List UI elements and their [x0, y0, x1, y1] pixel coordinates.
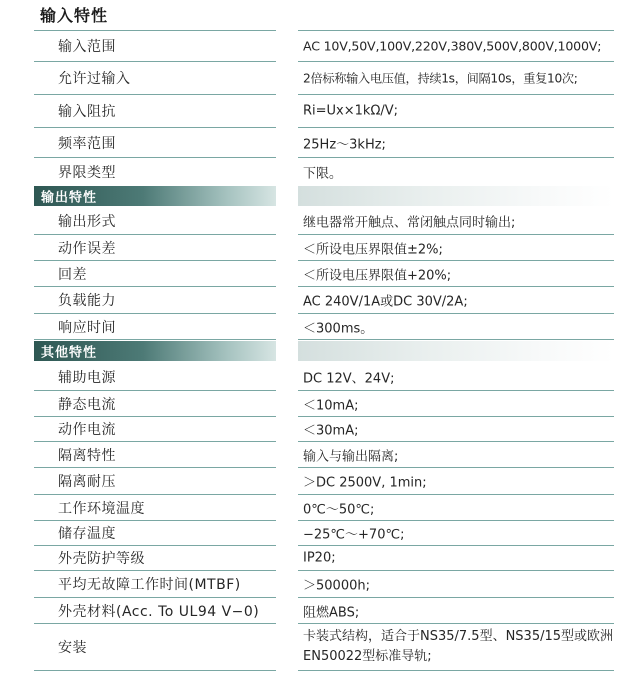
spec-label-cell — [34, 417, 276, 442]
spec-label-cell — [34, 391, 276, 417]
spec-label: 工作环境温度 — [58, 500, 145, 517]
spec-row — [0, 208, 627, 235]
spec-value: 阻燃ABS; — [303, 605, 360, 620]
spec-label: 平均无故障工作时间(MTBF) — [58, 577, 241, 593]
spec-value: DC 12V、24V; — [303, 371, 395, 386]
spec-label-cell — [34, 521, 276, 546]
spec-value-cell — [298, 261, 614, 287]
spec-value-cell — [298, 287, 614, 314]
spec-value-cell — [298, 31, 614, 62]
spec-row — [0, 31, 627, 62]
spec-row — [0, 235, 627, 261]
spec-label: 外壳防护等级 — [58, 551, 145, 567]
spec-label: 辅助电源 — [58, 369, 116, 386]
spec-label: 安装 — [58, 640, 87, 656]
spec-label: 负载能力 — [58, 293, 116, 309]
spec-value: ＜30mA; — [303, 423, 359, 439]
spec-row — [0, 571, 627, 598]
spec-row — [0, 314, 627, 340]
spec-value-cell — [298, 468, 614, 495]
spec-label-cell — [34, 31, 276, 62]
spec-value: 输入与输出隔离; — [303, 449, 399, 464]
spec-row — [0, 128, 627, 158]
spec-label: 允许过输入 — [58, 71, 131, 87]
spec-row — [0, 495, 627, 521]
page-title: 输入特性 — [40, 6, 109, 25]
spec-label: 外壳材料(Acc. To UL94 V−0) — [58, 603, 260, 620]
spec-label-cell — [34, 62, 276, 95]
section-header-output — [34, 186, 276, 206]
spec-value: −25℃～+70℃; — [303, 527, 405, 543]
spec-label-cell — [34, 495, 276, 521]
spec-label: 响应时间 — [58, 319, 116, 336]
spec-value: 继电器常开触点、常闭触点同时输出; — [303, 215, 516, 231]
spec-label-cell — [34, 363, 276, 391]
spec-row — [0, 442, 627, 468]
spec-value-cell — [298, 546, 614, 571]
spec-value-cell — [298, 391, 614, 417]
spec-label-cell — [34, 468, 276, 495]
spec-value: 卡装式结构，适合于NS35/7.5型、NS35/15型或欧洲EN50022型标准导轨; — [303, 629, 614, 664]
spec-label-cell — [34, 571, 276, 598]
spec-label-cell — [34, 208, 276, 235]
spec-value: 0℃～50℃; — [303, 502, 375, 517]
section-header-fill — [298, 341, 614, 361]
spec-value-cell — [298, 442, 614, 468]
spec-label: 频率范围 — [58, 135, 116, 152]
spec-value-cell — [298, 598, 614, 624]
spec-value-cell — [298, 128, 614, 158]
spec-row — [0, 417, 627, 442]
spec-label: 隔离耐压 — [58, 474, 116, 490]
section-header-fill — [298, 186, 614, 206]
spec-label-cell — [34, 598, 276, 624]
spec-label: 回差 — [58, 266, 87, 283]
section-header-label: 输出特性 — [41, 190, 98, 206]
spec-value-cell — [298, 363, 614, 391]
spec-label-cell — [34, 158, 276, 187]
spec-label-cell — [34, 624, 276, 671]
spec-value: ＞DC 2500V, 1min; — [303, 475, 427, 491]
spec-row — [0, 598, 627, 624]
spec-value: 25Hz～3kHz; — [303, 137, 386, 152]
spec-label-cell — [34, 261, 276, 287]
spec-value: ＜所设电压界限值±2%; — [303, 242, 443, 257]
spec-value-cell — [298, 158, 614, 187]
spec-label: 界限类型 — [58, 165, 116, 181]
spec-row — [0, 468, 627, 495]
spec-value-cell — [298, 624, 614, 671]
spec-row — [0, 391, 627, 417]
spec-label: 静态电流 — [58, 396, 116, 413]
spec-row — [0, 95, 627, 128]
section-header-label: 其他特性 — [41, 345, 98, 361]
spec-label: 输出形式 — [58, 214, 116, 230]
spec-label: 动作误差 — [58, 240, 116, 257]
spec-value-cell — [298, 95, 614, 128]
spec-value: ＜300ms。 — [303, 321, 374, 336]
spec-label: 输入阻抗 — [58, 104, 116, 120]
spec-label-cell — [34, 128, 276, 158]
spec-row — [0, 287, 627, 314]
spec-value: ＜所设电压界限值+20%; — [303, 268, 452, 283]
spec-value: ＜10mA; — [303, 398, 359, 413]
spec-row — [0, 546, 627, 571]
spec-row — [0, 521, 627, 546]
spec-value-cell — [298, 208, 614, 235]
spec-label-cell — [34, 442, 276, 468]
spec-value-cell — [298, 495, 614, 521]
spec-label: 隔离特性 — [58, 447, 116, 464]
spec-label-cell — [34, 287, 276, 314]
spec-label-cell — [34, 95, 276, 128]
spec-label-cell — [34, 546, 276, 571]
spec-row — [0, 158, 627, 187]
spec-label: 储存温度 — [58, 526, 116, 542]
spec-value-cell — [298, 62, 614, 95]
spec-label: 动作电流 — [58, 422, 116, 438]
spec-value: Ri=Ux×1kΩ/V; — [303, 103, 399, 119]
spec-label-cell — [34, 314, 276, 340]
spec-value-cell — [298, 235, 614, 261]
spec-value: IP20; — [303, 550, 336, 566]
spec-row — [0, 363, 627, 391]
spec-value: AC 240V/1A或DC 30V/2A; — [303, 294, 468, 310]
spec-row — [0, 62, 627, 95]
spec-value: 2倍标称输入电压值，持续1s，间隔10s，重复10次; — [303, 71, 578, 86]
spec-row — [0, 261, 627, 287]
spec-value: AC 10V,50V,100V,220V,380V,500V,800V,1000V; — [303, 38, 602, 54]
spec-value: ＞50000h; — [303, 578, 370, 594]
spec-value-cell — [298, 314, 614, 340]
spec-label: 输入范围 — [58, 39, 116, 55]
spec-value-cell — [298, 571, 614, 598]
spec-value: 下限。 — [303, 166, 343, 182]
spec-label-cell — [34, 235, 276, 261]
spec-value-cell — [298, 521, 614, 546]
spec-row — [0, 624, 627, 671]
section-header-other — [34, 341, 276, 361]
spec-value-cell — [298, 417, 614, 442]
